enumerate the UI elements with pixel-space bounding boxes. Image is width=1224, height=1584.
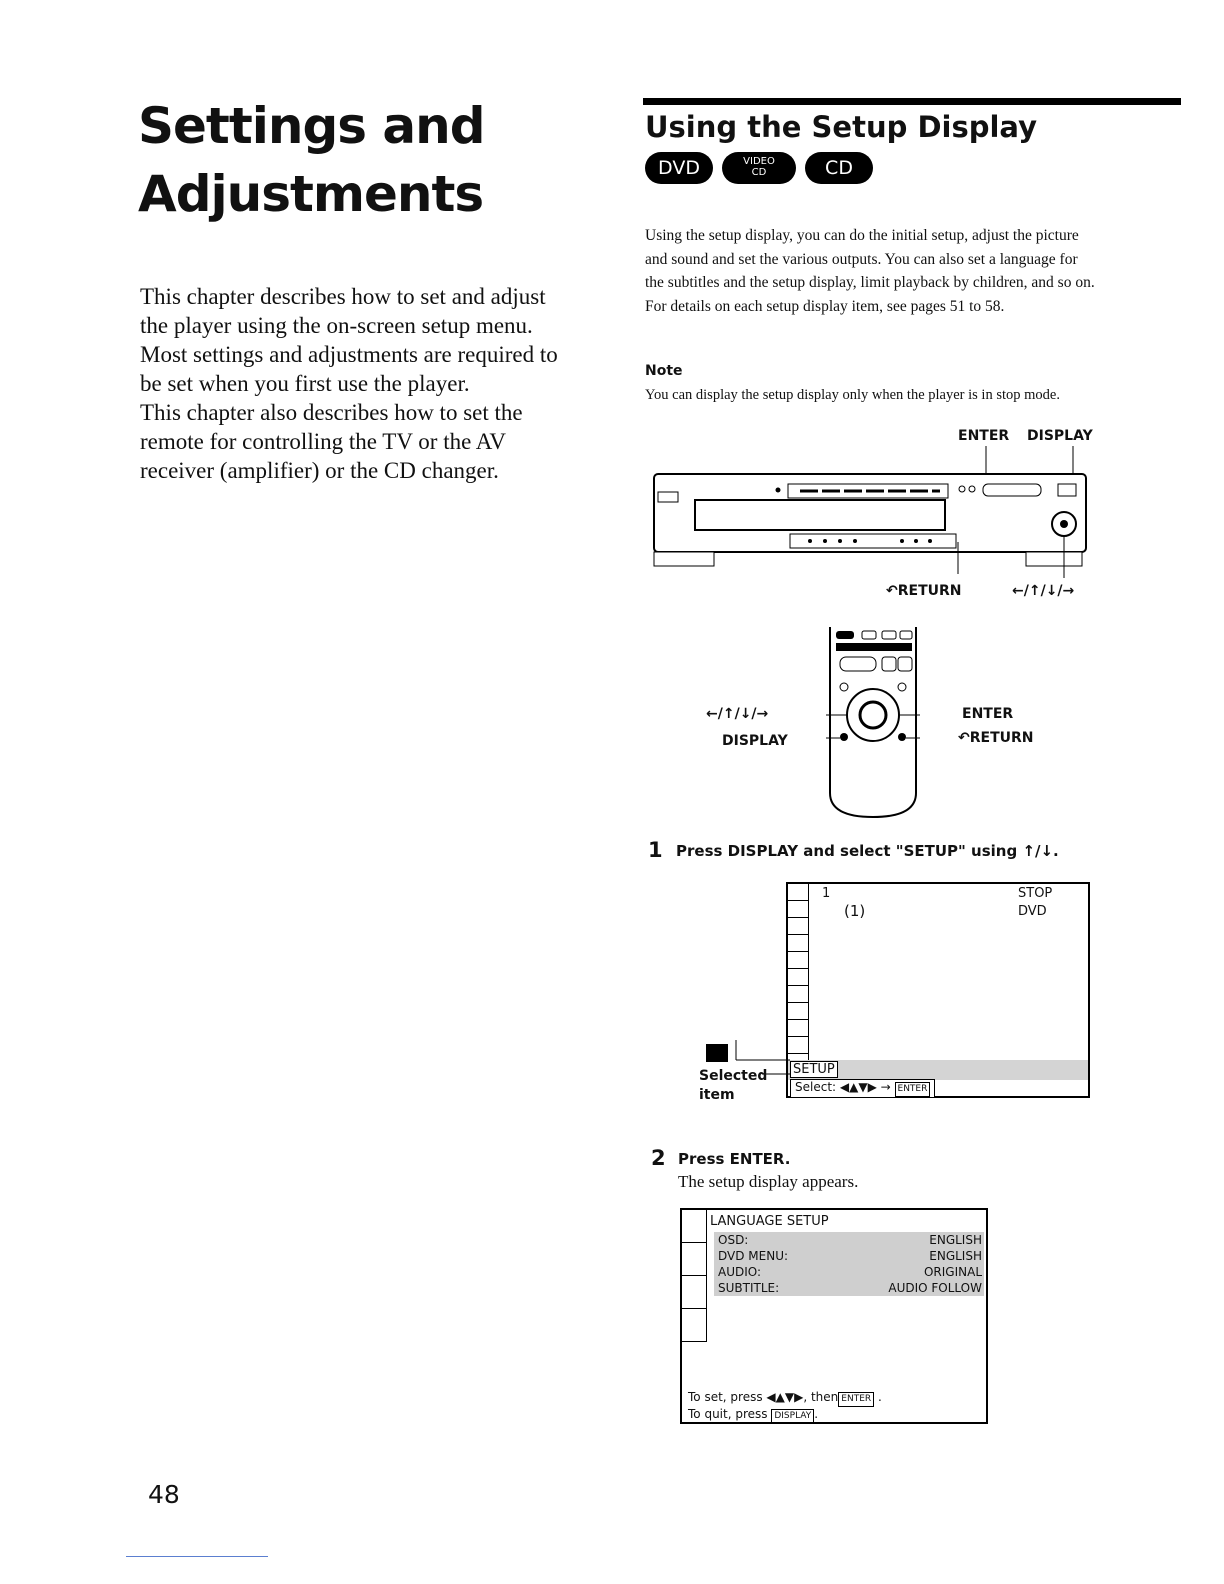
callout-item: item — [699, 1087, 735, 1103]
step-1-number: 1 — [648, 838, 663, 862]
player-enter-label: ENTER — [958, 428, 1010, 444]
step-2-text: Press ENTER. — [678, 1150, 791, 1168]
chapter-description-para1: This chapter describes how to set and adjust the player using the on-screen setup menu. Most settings and adjustments are required to be set when you first use the player. — [140, 284, 558, 396]
setup-row-values — [888, 1232, 982, 1296]
title-number: 1 — [822, 886, 831, 901]
video-cd-badge — [722, 152, 796, 184]
player-return-label — [886, 583, 962, 599]
setup-category-column — [682, 1210, 707, 1342]
setup-row-subtitle-value[interactable]: AUDIO FOLLOW — [888, 1281, 982, 1295]
arrow-keys-icon: ◀▲▼▶ — [766, 1390, 804, 1404]
callout-selected: Selected — [699, 1068, 768, 1084]
section-rule — [643, 98, 1181, 105]
chapter-title — [138, 92, 598, 228]
section-title: Using the Setup Display — [645, 110, 1037, 144]
cd-badge-label: CD — [825, 157, 853, 179]
footer-quit-text: To quit, press — [688, 1407, 768, 1421]
chapter-description — [140, 282, 560, 485]
remote-return-label — [958, 730, 1034, 746]
player-display-label: DISPLAY — [1027, 428, 1093, 444]
setup-menu-item[interactable]: SETUP — [790, 1061, 838, 1078]
setup-footer — [688, 1390, 882, 1424]
setup-row-subtitle-label[interactable]: SUBTITLE: — [718, 1281, 780, 1295]
player-arrows-label: ←/↑/↓/→ — [1012, 583, 1075, 599]
note-text: You can display the setup display only when the player is in stop mode. — [645, 387, 1060, 403]
playback-status: STOP — [1018, 886, 1053, 901]
remote-arrows-label: ←/↑/↓/→ — [706, 706, 769, 722]
arrow-keys-icon: ◀▲▼▶ → — [839, 1080, 891, 1094]
step-2-number: 2 — [651, 1146, 666, 1170]
chapter-number: (1) — [844, 902, 866, 920]
section-intro — [645, 224, 1095, 318]
dvd-badge-label: DVD — [658, 157, 700, 179]
display-key: DISPLAY — [771, 1409, 814, 1424]
setup-row-dvdmenu-value[interactable]: ENGLISH — [929, 1249, 982, 1263]
video-cd-badge-bottom: CD — [751, 167, 767, 178]
intro-para1: Using the setup display, you can do the initial setup, adjust the picture and sound and set the various outputs. You can also set a language for the subtitles and the setup display, limit playback by children, and so on. — [645, 227, 1095, 291]
control-bar-screen — [786, 882, 1090, 1098]
chapter-title-line1: Settings and — [138, 97, 485, 155]
player-return-text: RETURN — [897, 583, 962, 599]
select-instructions — [790, 1079, 935, 1098]
remote-display-label: DISPLAY — [722, 733, 788, 749]
dvd-player-illustration — [650, 446, 1090, 582]
cd-badge — [805, 152, 873, 184]
return-icon: ↶ — [886, 583, 898, 599]
setup-row-osd-value[interactable]: ENGLISH — [929, 1233, 982, 1247]
setup-row-audio-value[interactable]: ORIGINAL — [923, 1265, 982, 1279]
footer-then-text: , then — [803, 1390, 839, 1404]
intro-para2: For details on each setup display item, see pages 51 to 58. — [645, 297, 1005, 315]
remote-return-text: RETURN — [969, 730, 1034, 746]
enter-key: ENTER — [895, 1082, 931, 1097]
setup-row-labels — [718, 1232, 788, 1296]
setup-row-dvdmenu-label[interactable]: DVD MENU: — [718, 1249, 789, 1263]
remote-enter-label: ENTER — [962, 706, 1014, 722]
select-label: Select: — [795, 1080, 837, 1094]
enter-key: ENTER — [838, 1392, 874, 1407]
step-2-detail: The setup display appears. — [678, 1172, 859, 1191]
setup-display-screen — [680, 1208, 988, 1424]
remote-illustration — [826, 625, 920, 820]
footer-line — [126, 1556, 268, 1557]
setup-heading: LANGUAGE SETUP — [710, 1214, 829, 1229]
footer-set-text: To set, press — [688, 1390, 763, 1404]
step-1-text: Press DISPLAY and select "SETUP" using ↑/↓. — [676, 842, 1059, 860]
setup-row-audio-label[interactable]: AUDIO: — [718, 1265, 762, 1279]
dvd-badge — [645, 152, 713, 184]
setup-footer-set: To set, press ◀▲▼▶, then ENTER . — [688, 1390, 882, 1407]
chapter-description-para2: This chapter also describes how to set the remote for controlling the TV or the AV receiver (amplifier) or the CD changer. — [140, 400, 523, 483]
disc-type: DVD — [1018, 904, 1047, 919]
note-heading: Note — [645, 363, 683, 379]
setup-footer-quit: To quit, press DISPLAY . — [688, 1407, 882, 1424]
chapter-title-line2: Adjustments — [138, 165, 484, 223]
page-number: 48 — [148, 1480, 180, 1509]
return-icon: ↶ — [958, 730, 970, 746]
video-cd-badge-top: VIDEO — [743, 156, 775, 167]
setup-row-osd-label[interactable]: OSD: — [718, 1233, 749, 1247]
